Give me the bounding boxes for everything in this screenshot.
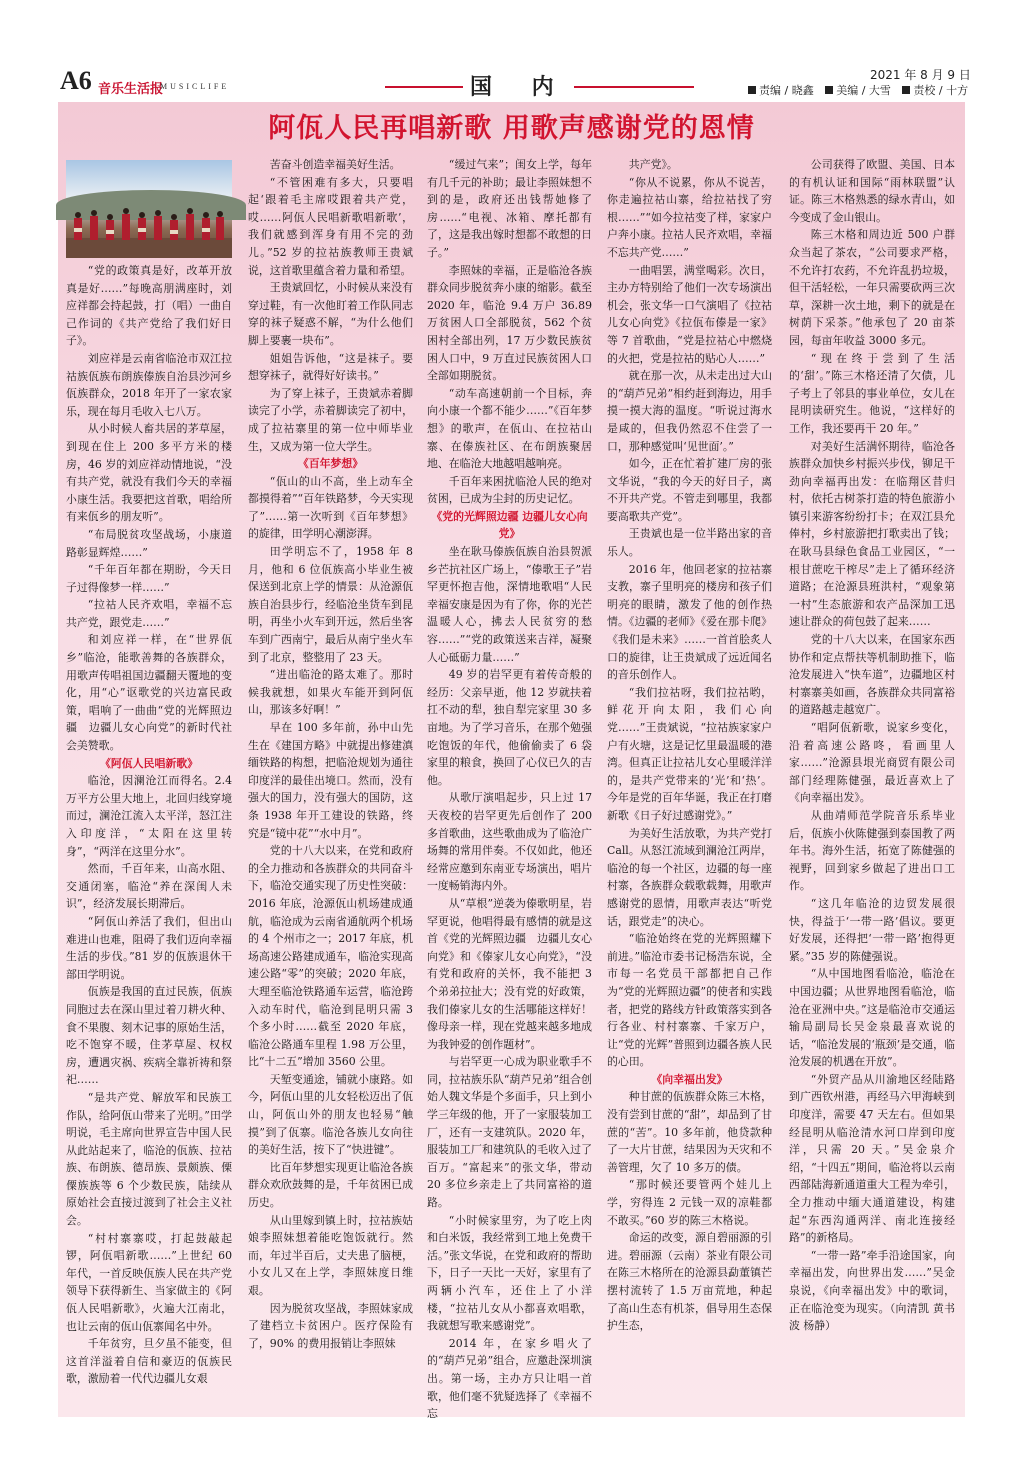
paragraph: 2014 年，在家乡唱火了的“葫芦兄弟”组合，应邀赴深圳演出。第一场，主办方只让唱一首歌，他们毫不犹疑选择了《幸福不忘 [427, 1336, 592, 1421]
paragraph: “村村寨寨哎，打起鼓敲起锣，阿佤唱新歌……”上世纪 60 年代，一首反映佤族人民在共产党领导下获得新生、当家做主的《阿佤人民唱新歌》，火遍大江南北，也让云南的佤山佤寨闻名中外。 [66, 1231, 232, 1333]
paragraph: 坐在耿马傣族佤族自治县贺派乡芒抗社区广场上，“傣歌王子”岩罕更怀抱吉他，深情地歌唱“人民幸福安康是因为有了你，你的光芒温暖人心，拂去人民贫穷的愁容……”“党的政策送来吉祥，凝聚人心砥砺力量……” [427, 545, 592, 664]
paragraph: 因为脱贫攻坚战，李照妹家成了建档立卡贫困户。医疗保险有了，90% 的费用报销让李照妹 [248, 1301, 413, 1350]
page-number: A6 [60, 66, 92, 95]
paragraph: 2016 年，他回老家的拉祜寨支教，寨子里明亮的楼房和孩子们明亮的眼睛，激发了他的创作热情。《边疆的老师》《爱在那卡爬》《我们是未来》……一首首脍炙人口的旋律，让王贵斌成了远近闻名的音乐创作人。 [607, 562, 772, 682]
paragraph: 对美好生活满怀期待，临沧各族群众加快乡村振兴步伐，铆足干劲向幸福再出发：在临翔区昔归村，依托古树茶打造的特色旅游小镇引来游客纷纷打卡；在双江县允俸村，乡村旅游把打歌卖出了钱；在耿马县绿色食品工业园区，“一根甘蔗吃干榨尽”走上了循环经济道路；在沧源县班洪村，“观象第一村”生态旅游和农产品深加工迅速让群众的荷包鼓了起来…… [789, 439, 955, 629]
paragraph: 千年贫穷，旦夕虽不能变，但这首洋溢着自信和豪迈的佤族民歌，激励着一代代边疆儿女艰 [66, 1337, 232, 1386]
paragraph: “拉祜人民齐欢唱，幸福不忘共产党，跟党走……” [66, 598, 232, 629]
paragraph: 命运的改变，源自碧丽源的引进。碧丽源（云南）茶业有限公司在陈三木格所在的沧源县勐董镇芒摆村流转了 1.5 万亩荒地，种起了高山生态有机茶，倡导用生态保护生态， [607, 1231, 772, 1333]
subheading: 《百年梦想》 [297, 457, 364, 471]
paragraph: 临沧，因澜沧江而得名。2.4 万平方公里大地上，北回归线穿境而过，澜沧江流入太平洋，怒江注入印度洋，“太阳在这里转身”，“两洋在这里分水”。 [66, 774, 232, 858]
paragraph: 从曲靖师范学院音乐系毕业后，佤族小伙陈健强到泰国教了两年书。海外生活，拓宽了陈健强的视野，回到家乡做起了进出口工作。 [789, 808, 955, 893]
paragraph: 一曲唱罢，满堂喝彩。次日，主办方特别给了他们一次专场演出机会，张文华一口气演唱了《拉祜儿女心向党》《拉佤布傣是一家》等 7 首歌曲，“党是拉祜心中燃烧的火把，党是拉祜的贴心人……” [607, 263, 772, 365]
paragraph: 姐姐告诉他，“这是袜子。要想穿袜子，就得好好读书。” [248, 351, 413, 383]
text-column-4 [607, 156, 772, 1412]
editor-credits [740, 82, 968, 98]
paragraph: “不管困难有多大，只要唱起‘跟着毛主席哎跟着共产党，哎……阿佤人民唱新歌唱新歌’，我们就感到浑身有用不完的劲儿。”52 岁的拉祜族教师王贵斌说，这首歌里蕴含着力量和希望。 [248, 175, 413, 277]
text-column-1 [66, 262, 232, 1412]
paragraph: 千百年来困扰临沧人民的绝对贫困，已成为尘封的历史记忆。 [427, 474, 592, 506]
paragraph: “我们拉祜呀，我们拉祜哟，鲜花开向太阳，我们心向党……”王贵斌说，“拉祜族家家户户有火塘，这是记忆里最温暖的港湾。但真正让拉祜儿女心里暖洋洋的，是共产党带来的‘光’和‘热’。今年是党的百年华诞，我正在打磨新歌《日子好过感谢党》。” [607, 685, 772, 822]
paragraph: 从山里嫁到镇上时，拉祜族姑娘李照妹想着能吃饱饭就行。然而，年过半百后，丈夫患了脑梗，小女儿又在上学，李照妹度日维艰。 [248, 1213, 413, 1297]
paragraph: 李照妹的幸福，正是临沧各族群众同步脱贫奔小康的缩影。截至 2020 年，临沧 9.4 万户 36.89 万贫困人口全部脱贫，562 个贫困村全部出列，17 万少数民族贫困人口中，9 万直过民族贫困人口全部如期脱贫。 [427, 263, 592, 383]
paragraph: 佤族是我国的直过民族，佤族同胞过去在深山里过着刀耕火种、食不果腹、刻木记事的原始生活，吃不饱穿不暖，住茅草屋、权权房，遭遇灾祸、疾病全靠祈祷和祭祀…… [66, 985, 232, 1087]
section-rule-left [385, 86, 463, 88]
paragraph: “你从不说累，你从不说苦，你走遍拉祜山寨，给拉祜找了穷根……”“如今拉祜变了样，家家户户奔小康。拉祜人民齐欢唱，幸福不忘共产党……” [607, 175, 772, 259]
paragraph: “一带一路”牵手沿途国家，向幸福出发，向世界出发……”吴金泉说，《向幸福出发》中的歌词，正在临沧变为现实。（向清凯 黄书波 杨静） [789, 1248, 955, 1333]
paragraph: 然而，千百年来，山高水阻、交通闭塞，临沧“养在深闺人未识”，经济发展长期滞后。 [66, 862, 232, 911]
square-bullet-icon [902, 86, 910, 94]
paragraph: “这几年临沧的边贸发展很快，得益于‘一带一路’倡议。要更好发展，还得把‘一带一路’抱得更紧。”35 岁的陈健强说。 [789, 896, 955, 963]
section-rule-right [574, 86, 694, 88]
paragraph: 49 岁的岩罕更有着传奇般的经历：父亲早逝，他 12 岁就扶着扛不动的犁，独自犁完家里 30 多亩地。为了学习音乐，在那个勉强吃饱饭的年代，他偷偷卖了 6 袋家里的粮食，换回了心仪已久的吉他。 [427, 668, 592, 787]
paragraph: 种甘蔗的佤族群众陈三木格，没有尝到甘蔗的“甜”，却品到了甘蔗的“苦”。10 多年前，他贷款种了一大片甘蔗，结果因为天灾和不善管理，欠了 10 多万的债。 [607, 1090, 772, 1174]
paragraph: “唱阿佤新歌，说家乡变化，沿着高速公路咚，看画里人家……”沧源县垠光商贸有限公司部门经理陈健强，最近喜欢上了《向幸福出发》。 [789, 721, 955, 805]
paragraph: “千年百年都在期盼，今天日子过得像梦一样……” [66, 563, 232, 594]
paragraph: 就在那一次，从未走出过大山的“葫芦兄弟”相约赶到海边，用手摸一摸大海的温度。“听说过海水是咸的，但我仍然忍不住尝了一口，那种感觉叫‘见世面’。” [607, 369, 772, 453]
paragraph: “现在终于尝到了生活的‘甜’。”陈三木格还清了欠债，儿子考上了邻县的事业单位，女儿在昆明读研究生。他说，“这样好的工作，我还要再干 20 年。” [789, 351, 955, 435]
text-column-5 [789, 156, 955, 1412]
paragraph: 田学明忘不了，1958 年 8 月，他和 6 位佤族高小毕业生被保送到北京上学的情景：从沧源佤族自治县步行，经临沧坐货车到昆明，再坐小火车到开远，然后坐客车到广西南宁，最后从南宁坐火车到了北京，整整用了 23 天。 [248, 545, 413, 664]
subheading: 《向幸福出发》 [651, 1072, 728, 1086]
paragraph: 从小时候人畜共居的茅草屋，到现在住上 200 多平方米的楼房，46 岁的刘应祥动情地说，“没有共产党，就没有我们今天的幸福小康生活。我要把这首歌，唱给所有来佤乡的朋友听”。 [66, 422, 232, 524]
paragraph: 从歌厅演唱起步，只上过 17 天夜校的岩罕更先后创作了 200 多首歌曲，这些歌曲成为了临沧广场舞的常用伴奏。不仅如此，他还经常应邀到东南亚专场演出，唱片一度畅销海内外。 [427, 791, 592, 893]
text-column-2 [248, 156, 413, 1412]
paragraph: “布局脱贫攻坚战场，小康道路彰显辉煌……” [66, 527, 232, 559]
paragraph: 王贵斌回忆，小时候从来没有穿过鞋，有一次他盯着工作队同志穿的袜子疑惑不解，“为什么他们脚上要裹一块布”。 [248, 281, 413, 347]
subheading: 《党的光辉照边疆 边疆儿女心向党》 [431, 509, 588, 541]
issue-date: 2021 年 8 月 9 日 [870, 68, 971, 82]
text-column-3 [427, 156, 592, 1421]
paragraph: 共产党》。 [628, 158, 678, 171]
paragraph: 天堑变通途，铺就小康路。如今，阿佤山里的儿女轻松迈出了佤山，阿佤山外的朋友也轻易“触摸”到了佤寨。临沧各族儿女向往的美好生活，按下了“快进键”。 [248, 1072, 413, 1157]
paragraph: 为美好生活放歌，为共产党打Call。从怒江流域到澜沧江两岸，临沧的每一个社区，边疆的每一座村寨，各族群众载歌载舞，用歌声感谢党的恩情，用歌声表达“听党话，跟党走”的决心。 [607, 826, 772, 928]
paragraph: “进出临沧的路太难了。那时候我就想，如果火车能开到阿佤山，那该多好啊！” [248, 668, 413, 717]
paragraph: “外贸产品从川渝地区经陆路到广西钦州港，再经马六甲海峡到印度洋，需要 47 天左右。但如果经昆明从临沧清水河口岸到印度洋，只需 20 天。”吴金泉介绍，“十四五”期间，临沧将以云南西部陆海新通道重大工程为牵引，全力推动中缅大通道建设，构建起“东西沟通两洋、南北连接经路”的新格局。 [789, 1072, 955, 1245]
square-bullet-icon [748, 86, 756, 94]
paragraph: “动车高速朝前一个目标，奔向小康一个都不能少……”《百年梦想》的歌声，在佤山、在拉祜山寨、在傣族社区、在布朗族聚居地、在临沧大地越唱越响亮。 [427, 386, 592, 471]
paragraph: 比百年梦想实现更让临沧各族群众欢欣鼓舞的是，千年贫困已成历史。 [248, 1160, 413, 1210]
paragraph: 和刘应祥一样，在“世界佤乡”临沧，能歌善舞的各族群众，用歌声传唱祖国边疆翻天覆地的变化，用“心”讴歌党的兴边富民政策，唱响了一曲曲“党的光辉照边疆 边疆儿女心向党”的新时代社会美赞歌。 [66, 633, 232, 753]
paragraph: “小时候家里穷，为了吃上肉和白米饭，我经常到工地上免费干活。”张文华说，在党和政府的帮助下，日子一天比一天好，家里有了两辆小汽车，还住上了小洋楼，“拉祜儿女从小都喜欢唱歌，我就想写歌来感谢党”。 [427, 1213, 592, 1333]
paragraph: 刘应祥是云南省临沧市双江拉祜族佤族布朗族傣族自治县沙河乡佤族群众，2018 年开了一家农家乐，现在每月毛收入七八万。 [66, 351, 232, 418]
newspaper-header [0, 0, 1021, 100]
newspaper-brand: 音乐生活报 [98, 82, 164, 97]
section-title: 国 内 [470, 74, 570, 100]
paragraph: 党的十八大以来，在国家东西协作和定点帮扶等机制助推下，临沧发展进入“快车道”，边疆地区村村寨寨美如画，各族群众共同富裕的道路越走越宽广。 [789, 633, 955, 717]
square-bullet-icon [825, 86, 833, 94]
paragraph: 如今，正在忙着扩建厂房的张文华说，“我的今天的好日子，离不开共产党。不管走到哪里，我都要高歌共产党”。 [607, 457, 772, 523]
dancers-illustration [66, 208, 232, 258]
paragraph: “缓过气来”；闺女上学，每年有几千元的补助；最让李照妹想不到的是，政府还出钱帮她修了房……“电视、冰箱、摩托都有了，这是我出嫁时想都不敢想的日子。” [427, 158, 592, 259]
paragraph: “佤山的山不高，坐上动车全都摸得着”“百年铁路梦，今天实现了”……第一次听到《百年梦想》的旋律，田学明心潮澎湃。 [248, 474, 413, 541]
paragraph: “临沧始终在党的光辉照耀下前进。”临沧市委书记杨浩东说，全市每一名党员干部都把自己作为“党的光辉照边疆”的使者和实践者，把党的路线方针政策落实到各行各业、村村寨寨、千家万户，让“党的光辉”普照到边疆各族人民的心田。 [607, 932, 772, 1069]
paragraph: 党的十八大以来，在党和政府的全力推动和各族群众的共同奋斗下，临沧交通实现了历史性突破：2016 年底，沧源佤山机场建成通航，临沧成为云南省通航两个机场的 4 个州市之一；2017 年底，机场高速公路建成通车，临沧实现高速公路“零”的突破；2020 年底，大理至临沧铁路通车运营，临沧跨入动车时代，临沧到昆明只需 3 个多小时……截至 2020 年底，临沧公路通车里程 1.98 万公里，比“十二五”增加 3560 公里。 [248, 844, 413, 1069]
paragraph: “党的政策真是好，改革开放真是好……”每晚高朋满座时，刘应祥都会持起鼓，打（唱）一曲自己作词的《共产党给了我们好日子》。 [66, 264, 232, 348]
editor-credit: 责编 / 晓鑫 [759, 84, 814, 97]
newspaper-brand-en: MUSICLIFE [160, 82, 230, 91]
paragraph: 从“草根”逆袭为傣歌明星，岩罕更说，他唱得最有感情的就是这首《党的光辉照边疆 边疆儿女心向党》和《傣家儿女心向党》，“没有党和政府的关怀，我不能把 3 个弟弟拉扯大；没有党的好政策，我们傣家儿女的生活哪能这样好！像母亲一样，现在党越来越多地成为我钟爱的创作题材”。 [427, 896, 592, 1051]
article-headline: 阿佤人民再唱新歌 用歌声感谢党的恩情 [268, 113, 755, 144]
paragraph: 为了穿上袜子，王贵斌赤着脚读完了小学，赤着脚读完了初中，成了拉祜寨里的第一位中师毕业生，又成为第一位大学生。 [248, 386, 413, 453]
paragraph: 苦奋斗创造幸福美好生活。 [269, 158, 401, 171]
paragraph: “是共产党、解放军和民族工作队，给阿佤山带来了光明。”田学明说，毛主席向世界宣告中国人民从此站起来了，临沧的佤族、拉祜族、布朗族、德昂族、景颇族、傈僳族族等 6 个少数民族，陆续从原始社会直接过渡到了社会主义社会。 [66, 1090, 232, 1228]
editor-credit: 责校 / 十方 [913, 84, 969, 97]
paragraph: 早在 100 多年前，孙中山先生在《建国方略》中就提出修建滇缅铁路的构想，把临沧规划为通往印度洋的最佳出境口。然而，没有强大的国力，没有强大的国防，这条 1938 年开工建设的铁路，终究是“镜中花”“水中月”。 [248, 721, 413, 840]
paragraph: 陈三木格和周边近 500 户群众当起了茶农，“公司要求严格，不允许打农药，不允许乱扔垃圾，但干活轻松，一年只需要砍两三次草，深耕一次土地，剩下的就是在树荫下采茶。”他承包了 20 亩茶园，每亩年收益 3000 多元。 [789, 228, 955, 347]
subheading: 《阿佤人民唱新歌》 [99, 756, 199, 770]
paragraph: 王贵斌也是一位半路出家的音乐人。 [607, 527, 772, 559]
paragraph: 公司获得了欧盟、美国、日本的有机认证和国际“雨林联盟”认证。陈三木格熟悉的绿水青山，如今变成了金山银山。 [789, 158, 955, 224]
paragraph: “那时候还要管两个娃儿上学，穷得连 2 元钱一双的凉鞋都不敢买。”60 岁的陈三木格说。 [607, 1178, 772, 1227]
paragraph: “从中国地图看临沧，临沧在中国边疆；从世界地图看临沧，临沧在亚洲中央。”这是临沧市交通运输局副局长吴金泉最喜欢说的话，“临沧发展的‘瓶颈’是交通，临沧发展的机遇在开放”。 [789, 967, 955, 1069]
editor-credit: 美编 / 大雪 [836, 84, 891, 97]
paragraph: “阿佤山养活了我们，但出山难进山也难，阻碍了我们迈向幸福生活的步伐。”81 岁的佤族退休干部田学明说。 [66, 914, 232, 981]
paragraph: 与岩罕更一心成为职业歌手不同，拉祜族乐队“葫芦兄弟”组合创始人魏文华是个多面手，只上到小学三年级的他，开了一家服装加工厂，还有一支建筑队。2020 年，服装加工厂和建筑队的毛收入过了百万。“富起来”的张文华，带动 20 多位乡亲走上了共同富裕的道路。 [427, 1055, 592, 1210]
article-photo [66, 160, 232, 258]
